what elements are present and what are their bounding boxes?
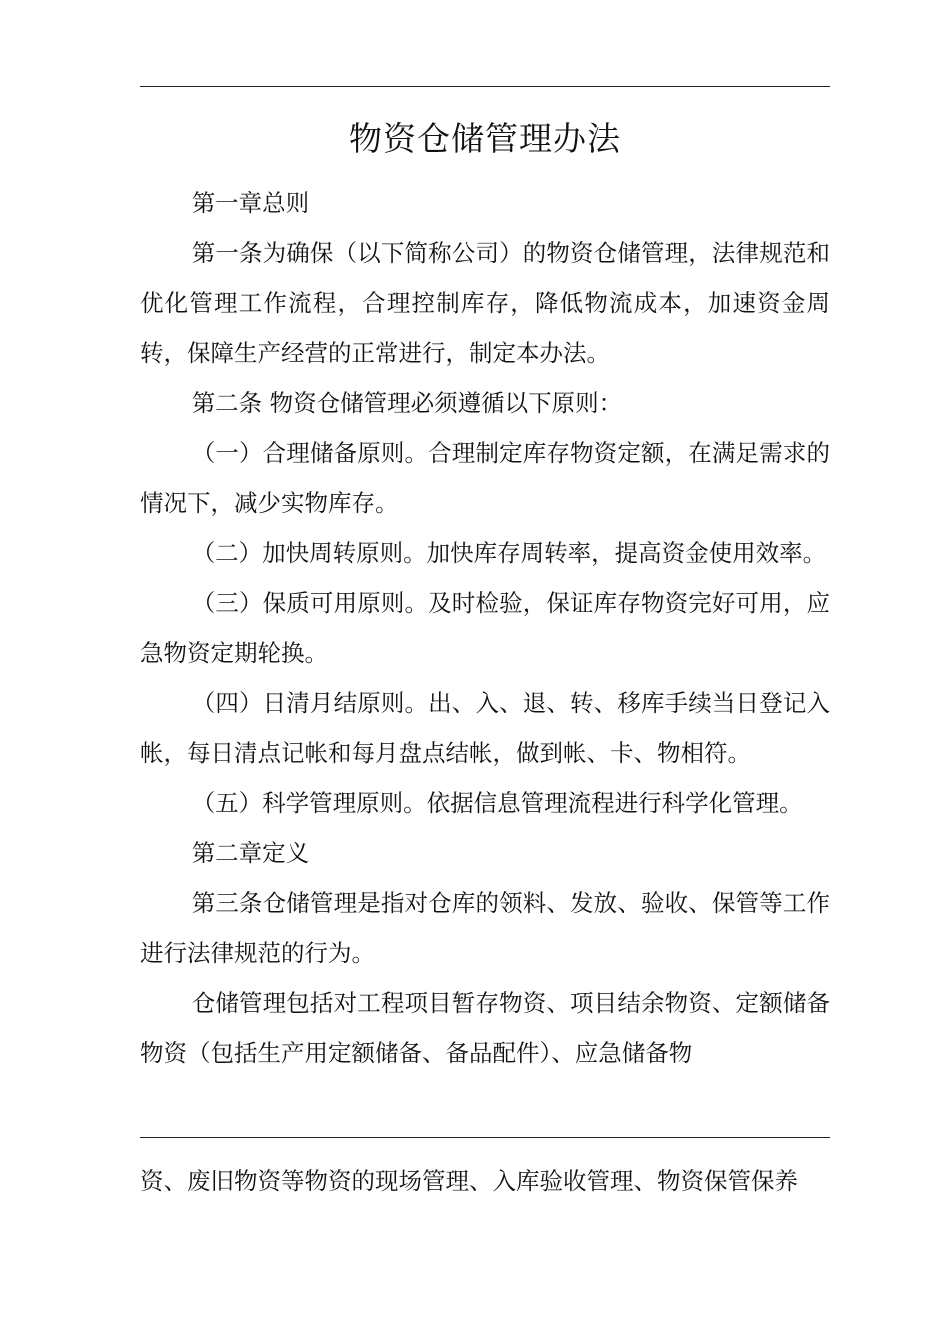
chapter-heading-2: 第二章定义 [191,839,310,867]
principle-2: （二）加快周转原则。加快库存周转率，提高资金使用效率。 [191,539,827,567]
chapter-heading-1: 第一章总则 [191,189,310,217]
principle-1: （一）合理储备原则。合理制定库存物资定额，在满足需求的情况下，减少实物库存。 [140,439,830,517]
principle-5: （五）科学管理原则。依据信息管理流程进行科学化管理。 [191,789,803,817]
article-2: 第二条 物资仓储管理必须遵循以下原则： [191,389,623,417]
principle-3: （三）保质可用原则。及时检验，保证库存物资完好可用，应急物资定期轮换。 [140,589,830,667]
document-title: 物资仓储管理办法 [349,119,621,158]
page-break-rule [140,1137,830,1138]
article-3-scope: 仓储管理包括对工程项目暂存物资、项目结余物资、定额储备物资（包括生产用定额储备、备品配件）、应急储备物 [140,989,830,1067]
top-rule [140,86,830,87]
principle-4: （四）日清月结原则。出、入、退、转、移库手续当日登记入帐，每日清点记帐和每月盘点结帐，做到帐、卡、物相符。 [140,689,830,767]
document-body [140,178,830,1078]
article-1: 第一条为确保（以下简称公司）的物资仓储管理，法律规范和优化管理工作流程，合理控制库存，降低物流成本，加速资金周转，保障生产经营的正常进行，制定本办法。 [140,239,830,367]
next-page-continuation: 资、废旧物资等物资的现场管理、入库验收管理、物资保管保养 [140,1167,798,1195]
article-3: 第三条仓储管理是指对仓库的领料、发放、验收、保管等工作进行法律规范的行为。 [140,889,830,967]
